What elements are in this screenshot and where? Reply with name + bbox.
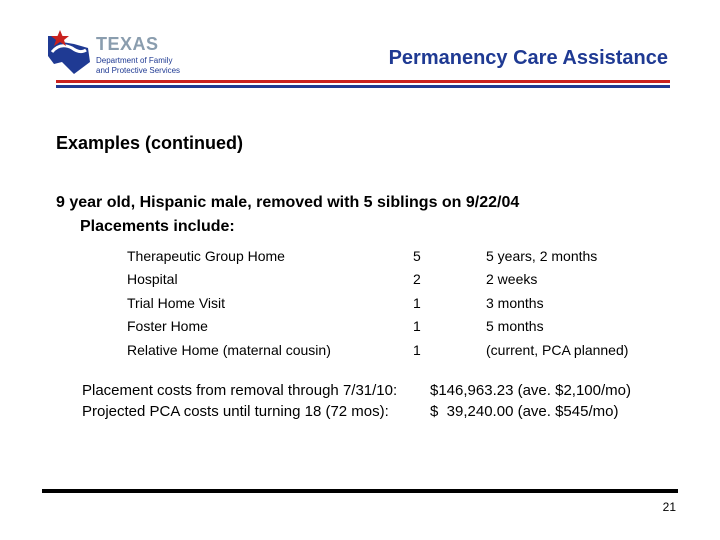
- placement-duration: 2 weeks: [486, 271, 538, 288]
- logo-subtitle-line1: Department of Family: [96, 56, 173, 65]
- placement-count: 2: [413, 271, 421, 288]
- slide-title: Permanency Care Assistance: [388, 47, 668, 69]
- section-heading: Examples (continued): [56, 133, 244, 153]
- cost-row: [82, 380, 631, 401]
- placement-type: Trial Home Visit: [127, 294, 226, 311]
- placement-type: Therapeutic Group Home: [127, 247, 285, 264]
- placement-type: Hospital: [127, 271, 178, 288]
- placement-duration: 5 years, 2 months: [486, 247, 598, 264]
- placement-type: Relative Home (maternal cousin): [127, 341, 331, 358]
- cost-value: $ 39,240.00 (ave. $545/mo): [430, 403, 619, 420]
- placements-table: [127, 244, 628, 362]
- placements-label: Placements include:: [80, 218, 235, 235]
- table-row: [127, 315, 628, 339]
- placement-count: 1: [413, 294, 421, 311]
- header-rule-red: [56, 80, 670, 83]
- cost-row: [82, 401, 631, 422]
- placement-type: Foster Home: [127, 318, 208, 335]
- logo-wordmark: TEXAS: [96, 34, 159, 54]
- agency-logo: [44, 28, 194, 78]
- cost-label: Placement costs from removal through 7/31/10:: [82, 382, 398, 399]
- table-row: [127, 244, 628, 268]
- placement-duration: 3 months: [486, 294, 544, 311]
- footer-rule: [42, 489, 678, 493]
- placement-duration: 5 months: [486, 318, 544, 335]
- table-row: [127, 268, 628, 292]
- placement-duration: (current, PCA planned): [486, 341, 629, 358]
- texas-map-icon: [44, 28, 94, 78]
- cost-summary: [82, 380, 631, 422]
- placement-count: 1: [413, 341, 421, 358]
- placement-count: 5: [413, 247, 421, 264]
- cost-value: $146,963.23 (ave. $2,100/mo): [430, 382, 631, 399]
- case-description: 9 year old, Hispanic male, removed with 5 siblings on 9/22/04: [56, 194, 520, 211]
- table-row: [127, 291, 628, 315]
- cost-label: Projected PCA costs until turning 18 (72 mos):: [82, 403, 389, 420]
- header-rule-blue: [56, 85, 670, 88]
- page-number: 21: [662, 500, 676, 514]
- logo-subtitle-line2: and Protective Services: [96, 66, 181, 75]
- placement-count: 1: [413, 318, 421, 335]
- table-row: [127, 338, 628, 362]
- logo-subtitle: [96, 56, 180, 76]
